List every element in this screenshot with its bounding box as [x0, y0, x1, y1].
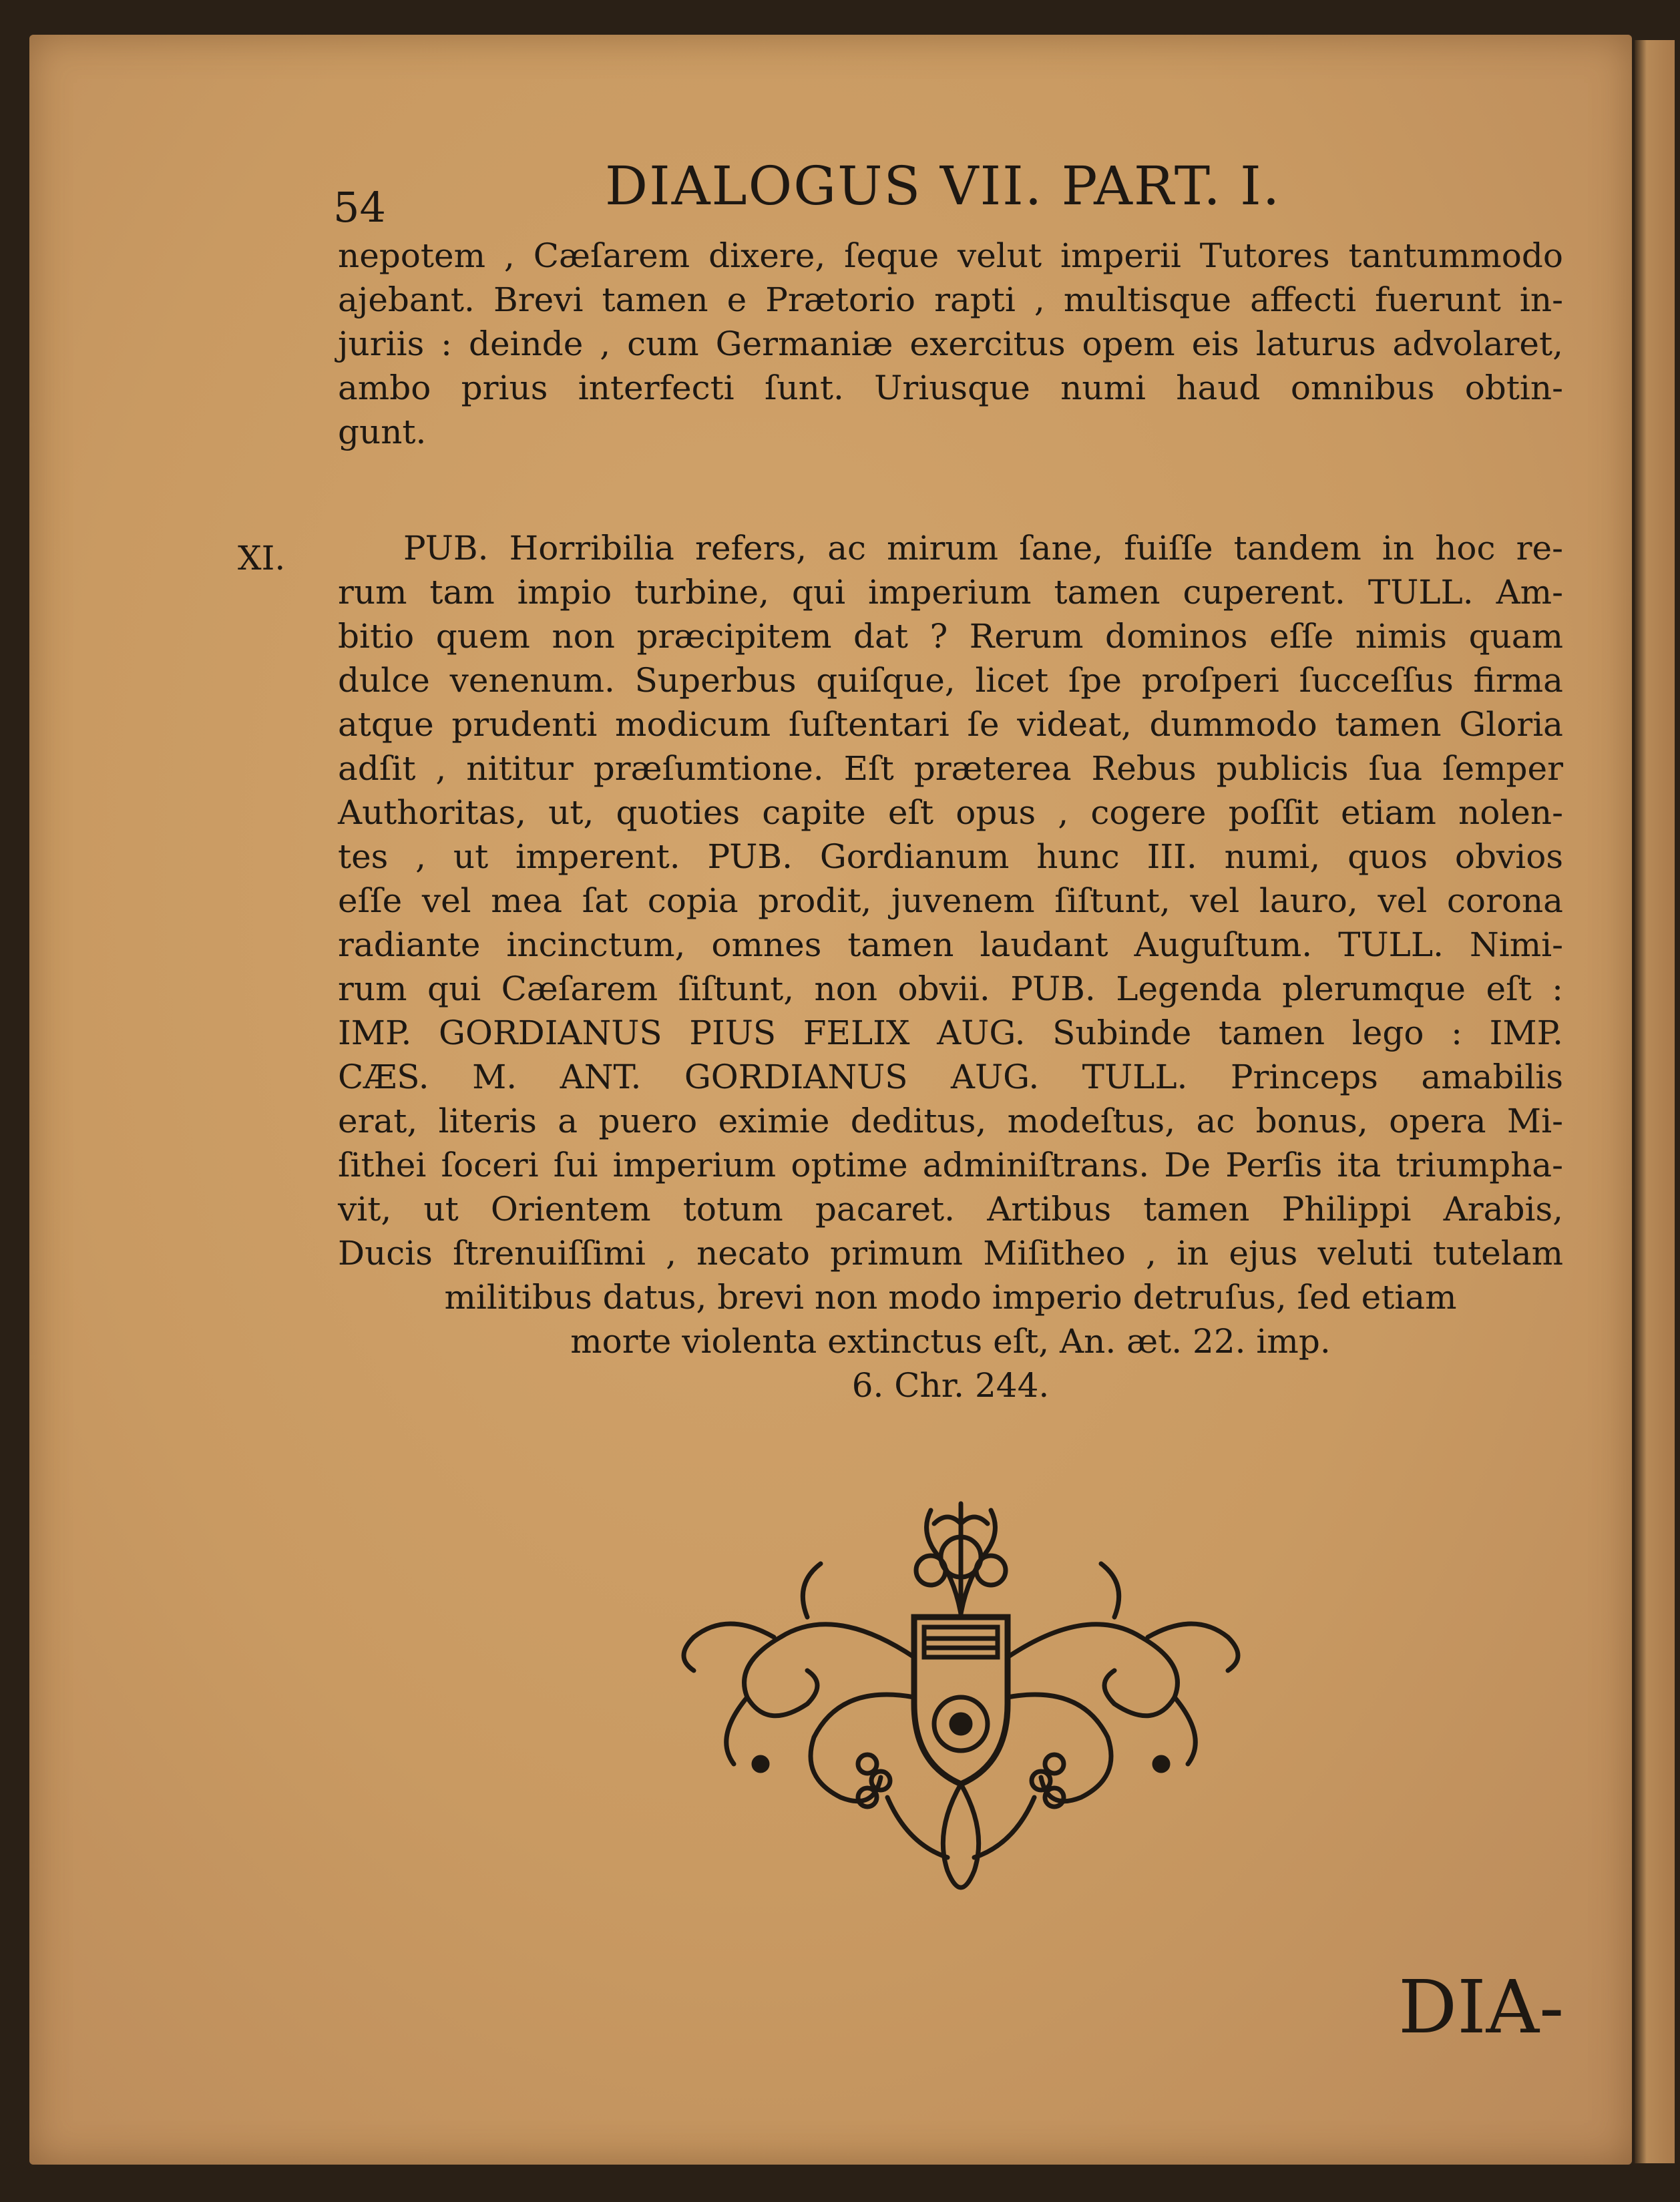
- ornament-vignette: [667, 1484, 1255, 1918]
- text-line: juriis : deinde , cum Germaniæ exercitus opem eis laturus advolaret,: [338, 324, 1563, 363]
- text-line: tes , ut imperent. PUB. Gordianum hunc III. numi, quos obvios: [338, 837, 1563, 876]
- facing-page-edge: [1635, 40, 1675, 2163]
- text-line: morte violenta extinctus eſt, An. æt. 22. imp.: [570, 1322, 1331, 1361]
- running-head: DIALOGUS VII. PART. I.: [605, 155, 1281, 217]
- text-line: militibus datus, brevi non modo imperio detruſus, ſed etiam: [444, 1278, 1457, 1317]
- text-line: Ducis ſtrenuiſſimi , necato primum Miſitheo , in ejus veluti tutelam: [338, 1234, 1563, 1273]
- text-line: 6. Chr. 244.: [851, 1366, 1050, 1405]
- text-line: ambo prius interfecti ſunt. Uriusque numi haud omnibus obtin-: [338, 369, 1563, 407]
- text-line: nepotem , Cæſarem dixere, ſeque velut imperii Tutores tantummodo: [338, 236, 1563, 275]
- section-number: XI.: [238, 539, 286, 578]
- text-line: CÆS. M. ANT. GORDIANUS AUG. TULL. Princeps amabilis: [338, 1058, 1563, 1096]
- text-line: eſſe vel mea ſat copia prodit, juvenem ſiſtunt, vel lauro, vel corona: [338, 881, 1563, 920]
- text-line: PUB. Horribilia refers, ac mirum ſane, fuiſſe tandem in hoc re-: [403, 529, 1563, 568]
- text-line: ſithei ſoceri ſui imperium optime adminiſtrans. De Perſis ita triumpha-: [338, 1146, 1563, 1184]
- text-line: Authoritas, ut, quoties capite eſt opus , cogere poſſit etiam nolen-: [338, 793, 1563, 832]
- catchword: DIA-: [1398, 1964, 1564, 2050]
- text-line: bitio quem non præcipitem dat ? Rerum dominos eſſe nimis quam: [338, 617, 1563, 656]
- text-line: vit, ut Orientem totum pacaret. Artibus tamen Philippi Arabis,: [338, 1190, 1563, 1229]
- text-line: gunt.: [338, 413, 427, 451]
- text-line: rum qui Cæſarem ſiſtunt, non obvii. PUB. Legenda plerumque eſt :: [338, 969, 1563, 1008]
- book-page: [29, 35, 1632, 2165]
- text-line: adſit , nititur præſumtione. Eſt præterea Rebus publicis ſua ſemper: [338, 749, 1563, 788]
- text-line: erat, literis a puero eximie deditus, modeſtus, ac bonus, opera Mi-: [338, 1102, 1563, 1140]
- text-line: dulce venenum. Superbus quiſque, licet ſpe proſperi ſucceſſus firma: [338, 661, 1563, 700]
- text-line: ajebant. Brevi tamen e Prætorio rapti , multisque affecti fuerunt in-: [338, 280, 1563, 319]
- text-line: IMP. GORDIANUS PIUS FELIX AUG. Subinde tamen lego : IMP.: [338, 1014, 1563, 1052]
- text-line: radiante incinctum, omnes tamen laudant Auguſtum. TULL. Nimi-: [338, 925, 1563, 964]
- text-line: rum tam impio turbine, qui imperium tamen cuperent. TULL. Am-: [338, 573, 1563, 612]
- page-number: 54: [333, 183, 386, 232]
- text-line: atque prudenti modicum ſuſtentari ſe videat, dummodo tamen Gloria: [338, 705, 1563, 744]
